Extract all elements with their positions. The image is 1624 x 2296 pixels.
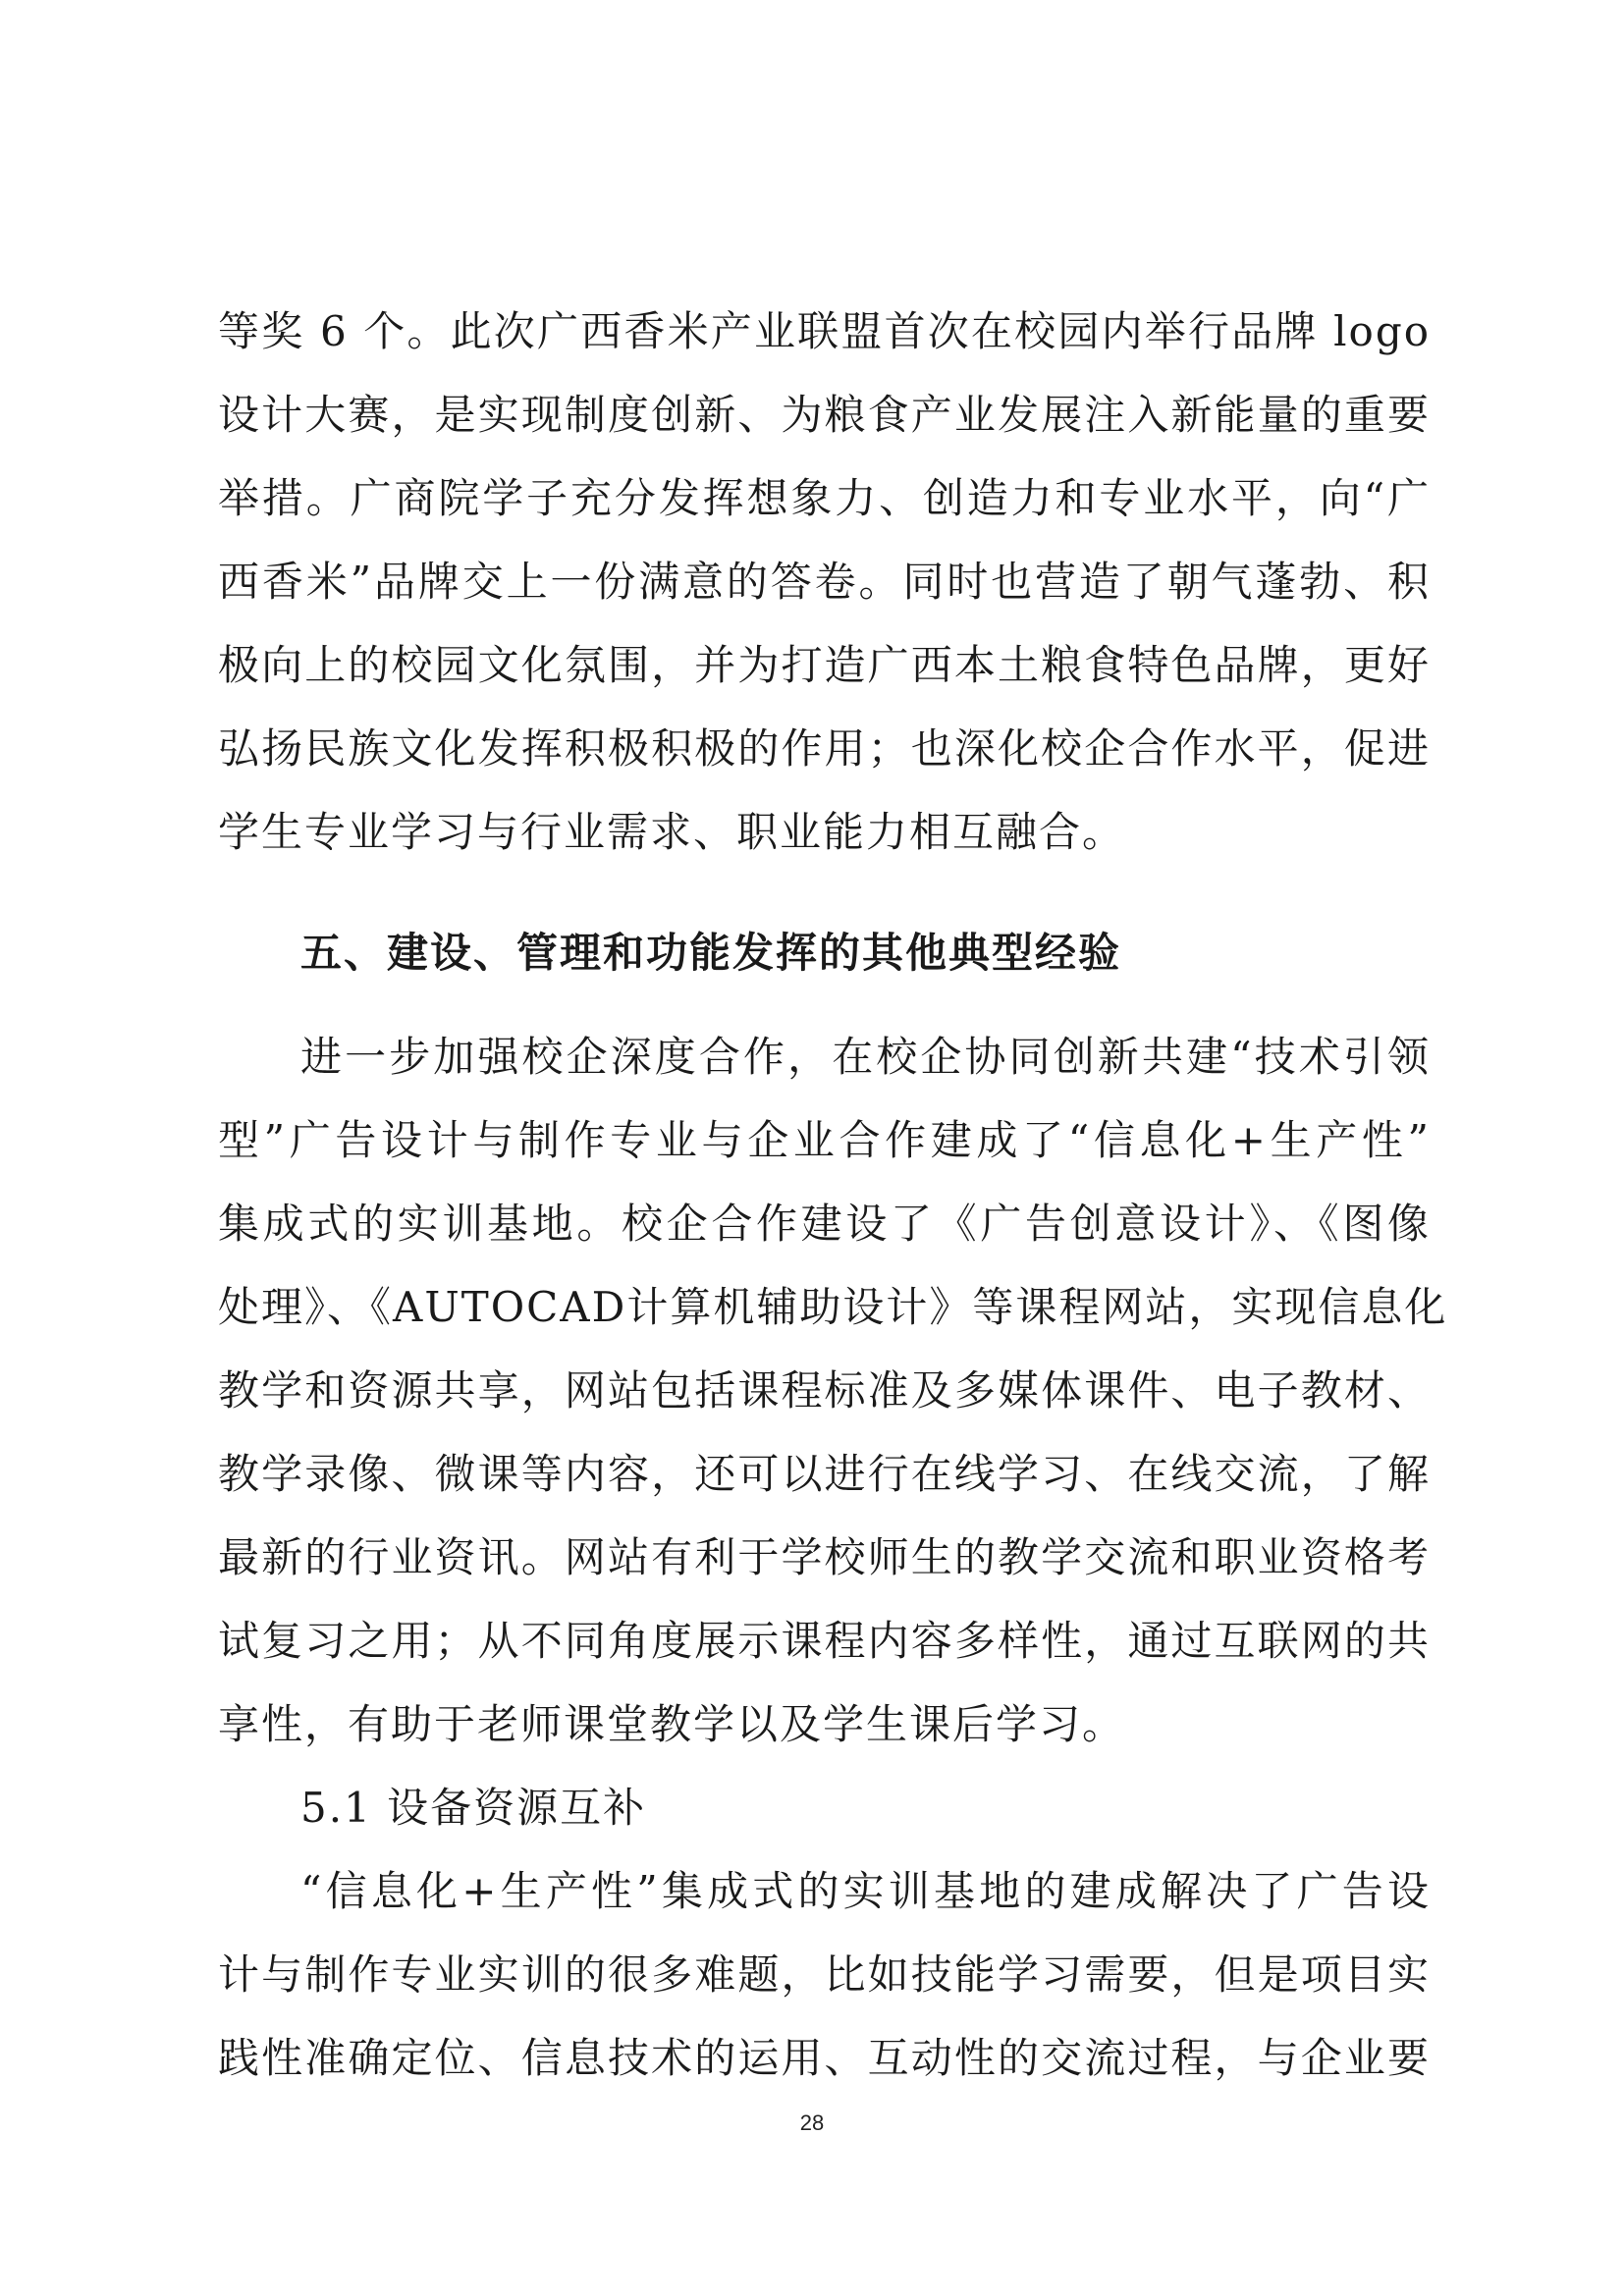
subsection-heading: 5.1 设备资源互补 <box>300 1784 647 1832</box>
paragraph-line: 学生专业学习与行业需求、职业能力相互融合。 <box>218 808 1126 856</box>
paragraph-line: 计与制作专业实训的很多难题，比如技能学习需要，但是项目实 <box>218 1950 1431 1999</box>
paragraph-line: 集成式的实训基地。校企合作建设了《广告创意设计》、《图像 <box>218 1200 1431 1248</box>
paragraph-line: 进一步加强校企深度合作，在校企协同创新共建“技术引领 <box>300 1033 1431 1081</box>
paragraph-line: 等奖 6 个。此次广西香米产业联盟首次在校园内举行品牌 logo <box>218 307 1431 355</box>
section-heading: 五、建设、管理和功能发挥的其他典型经验 <box>300 929 1122 977</box>
page-number: 28 <box>799 2110 825 2135</box>
paragraph-line: 型”广告设计与制作专业与企业合作建成了“信息化+生产性” <box>218 1116 1431 1164</box>
paragraph-line: 教学录像、微课等内容，还可以进行在线学习、在线交流，了解 <box>218 1450 1431 1498</box>
paragraph-line: 试复习之用；从不同角度展示课程内容多样性，通过互联网的共 <box>218 1617 1431 1665</box>
paragraph-line: 处理》、《AUTOCAD计算机辅助设计》等课程网站，实现信息化 <box>218 1283 1448 1331</box>
paragraph-line: 西香米”品牌交上一份满意的答卷。同时也营造了朝气蓬勃、积 <box>218 558 1431 606</box>
paragraph-line: 践性准确定位、信息技术的运用、互动性的交流过程，与企业要 <box>218 2034 1431 2082</box>
paragraph-line: 教学和资源共享，网站包括课程标准及多媒体课件、电子教材、 <box>218 1366 1431 1415</box>
paragraph-line: 举措。广商院学子充分发挥想象力、创造力和专业水平，向“广 <box>218 474 1431 522</box>
paragraph-line: 享性，有助于老师课堂教学以及学生课后学习。 <box>218 1700 1126 1748</box>
paragraph-line: 极向上的校园文化氛围，并为打造广西本土粮食特色品牌，更好 <box>218 641 1431 689</box>
paragraph-line: 弘扬民族文化发挥积极积极的作用；也深化校企合作水平，促进 <box>218 724 1431 773</box>
paragraph-line: 设计大赛，是实现制度创新、为粮食产业发展注入新能量的重要 <box>218 391 1431 439</box>
paragraph-line: 最新的行业资讯。网站有利于学校师生的教学交流和职业资格考 <box>218 1533 1431 1581</box>
paragraph-line: “信息化+生产性”集成式的实训基地的建成解决了广告设 <box>300 1867 1431 1915</box>
